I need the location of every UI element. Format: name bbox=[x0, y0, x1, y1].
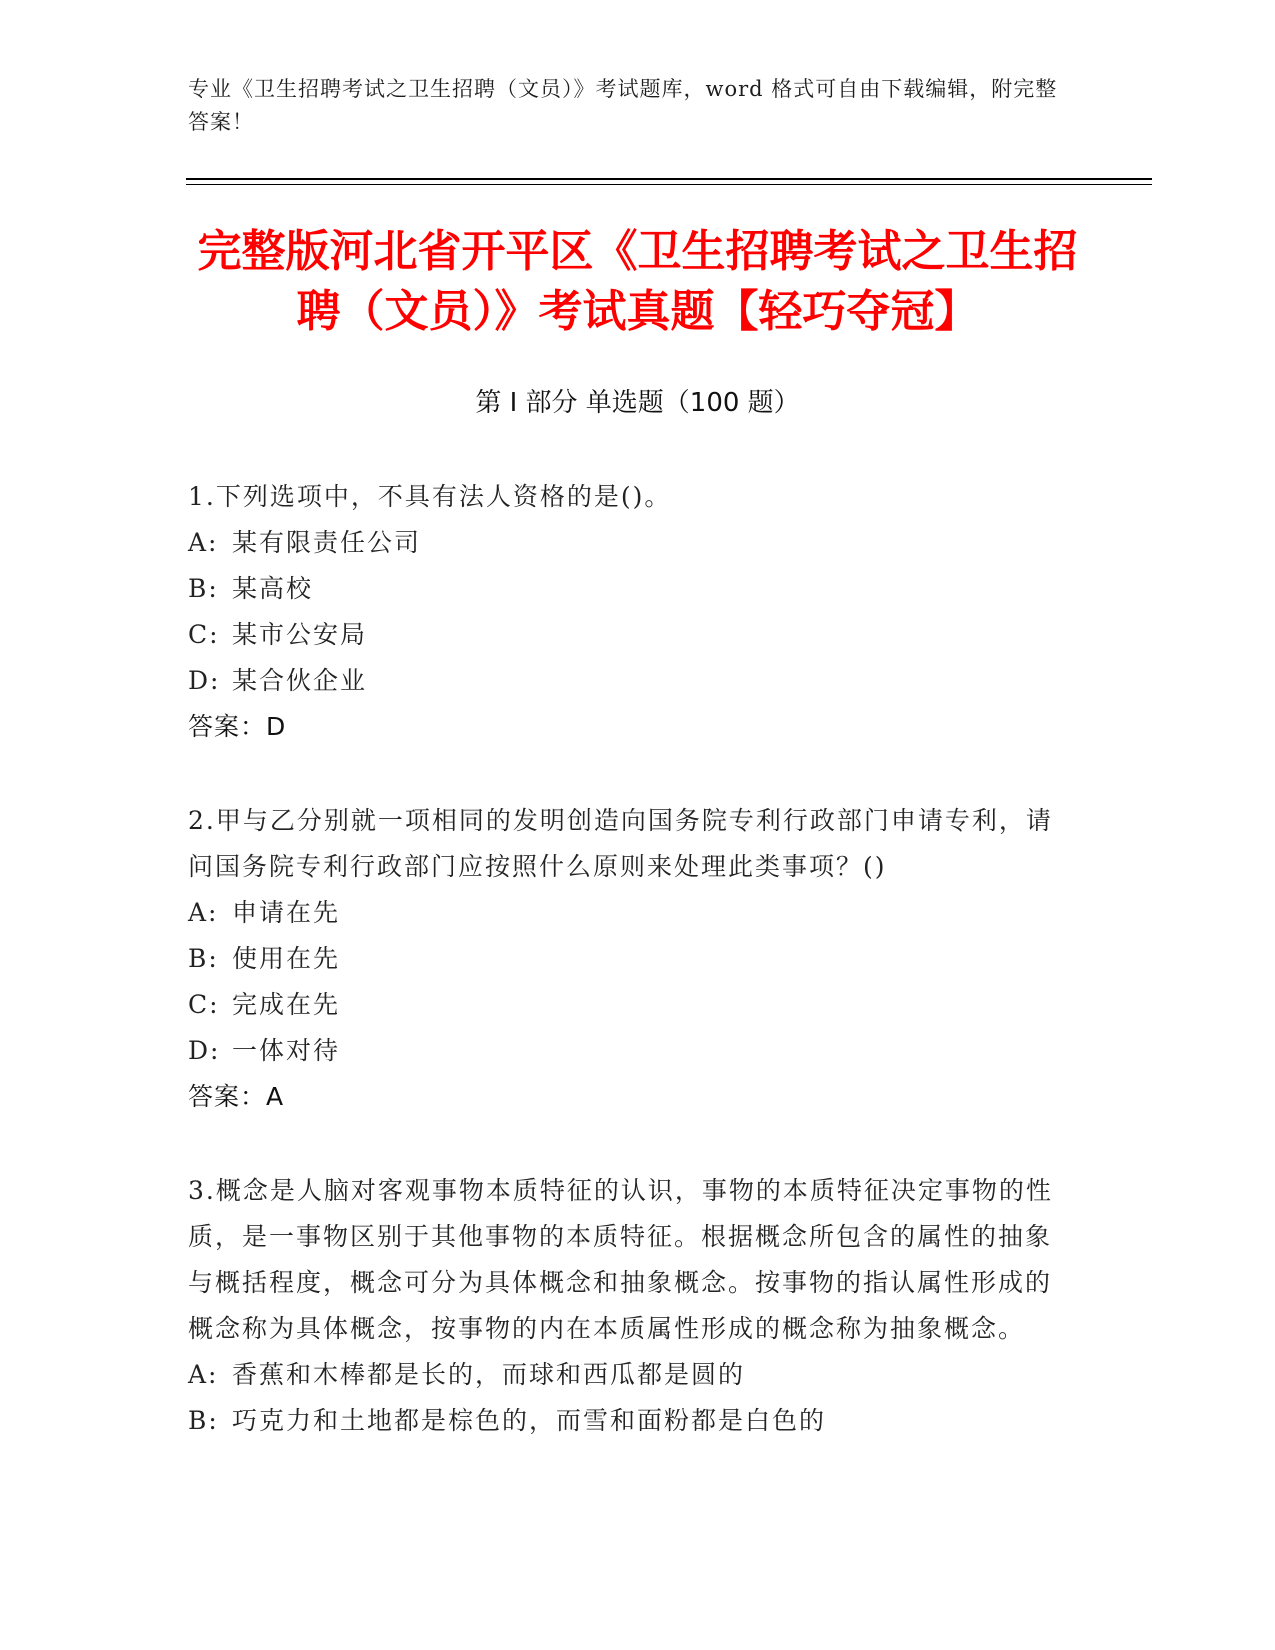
option-letter: C: bbox=[188, 990, 220, 1019]
document-title: 完整版河北省开平区《卫生招聘考试之卫生招聘（文员）》考试真题【轻巧夺冠】 bbox=[197, 226, 1078, 337]
section-title: 第 I 部分 单选题（100 题） bbox=[475, 388, 800, 418]
option-letter: A: bbox=[188, 898, 219, 927]
option-letter: B: bbox=[188, 574, 219, 603]
option-text: 香蕉和木棒都是长的，而球和西瓜都是圆的 bbox=[232, 1360, 746, 1389]
option-text: 使用在先 bbox=[232, 944, 341, 973]
option-c bbox=[188, 982, 1068, 1028]
option-letter: C: bbox=[188, 620, 220, 649]
option-c bbox=[188, 612, 1068, 658]
option-text: 巧克力和土地都是棕色的，而雪和面粉都是白色的 bbox=[232, 1406, 827, 1435]
question-list bbox=[188, 474, 1068, 1492]
option-a bbox=[188, 520, 1068, 566]
option-letter: B: bbox=[188, 1406, 219, 1435]
option-letter: D: bbox=[188, 666, 221, 695]
option-b bbox=[188, 936, 1068, 982]
option-a bbox=[188, 1352, 1068, 1398]
option-letter: B: bbox=[188, 944, 219, 973]
header-divider-thin bbox=[186, 184, 1152, 185]
option-letter: A: bbox=[188, 1360, 219, 1389]
answer-line: 答案：A bbox=[188, 1082, 285, 1111]
option-b bbox=[188, 566, 1068, 612]
option-letter: D: bbox=[188, 1036, 221, 1065]
question-2 bbox=[188, 798, 1068, 1120]
header-divider bbox=[186, 178, 1152, 180]
option-text: 完成在先 bbox=[232, 990, 341, 1019]
question-3 bbox=[188, 1168, 1068, 1444]
question-text: 2.甲与乙分别就一项相同的发明创造向国务院专利行政部门申请专利，请问国务院专利行政部门应按照什么原则来处理此类事项？() bbox=[188, 806, 1053, 881]
option-text: 某高校 bbox=[232, 574, 314, 603]
header-note: 专业《卫生招聘考试之卫生招聘（文员）》考试题库，word 格式可自由下载编辑，附完整答案！ bbox=[188, 77, 1058, 134]
option-d bbox=[188, 658, 1068, 704]
option-text: 申请在先 bbox=[232, 898, 341, 927]
question-text: 1.下列选项中，不具有法人资格的是()。 bbox=[188, 482, 672, 511]
option-a bbox=[188, 890, 1068, 936]
option-text: 一体对待 bbox=[232, 1036, 341, 1065]
question-text: 3.概念是人脑对客观事物本质特征的认识，事物的本质特征决定事物的性质，是一事物区别于其他事物的本质特征。根据概念所包含的属性的抽象与概括程度，概念可分为具体概念和抽象概念。按事物的指认属性形成的概念称为具体概念，按事物的内在本质属性形成的概念称为抽象概念。 bbox=[188, 1176, 1053, 1343]
option-b bbox=[188, 1398, 1068, 1444]
question-1 bbox=[188, 474, 1068, 750]
option-d bbox=[188, 1028, 1068, 1074]
option-text: 某合伙企业 bbox=[232, 666, 368, 695]
option-text: 某有限责任公司 bbox=[232, 528, 422, 557]
option-text: 某市公安局 bbox=[232, 620, 368, 649]
option-letter: A: bbox=[188, 528, 219, 557]
answer-line: 答案：D bbox=[188, 712, 287, 741]
